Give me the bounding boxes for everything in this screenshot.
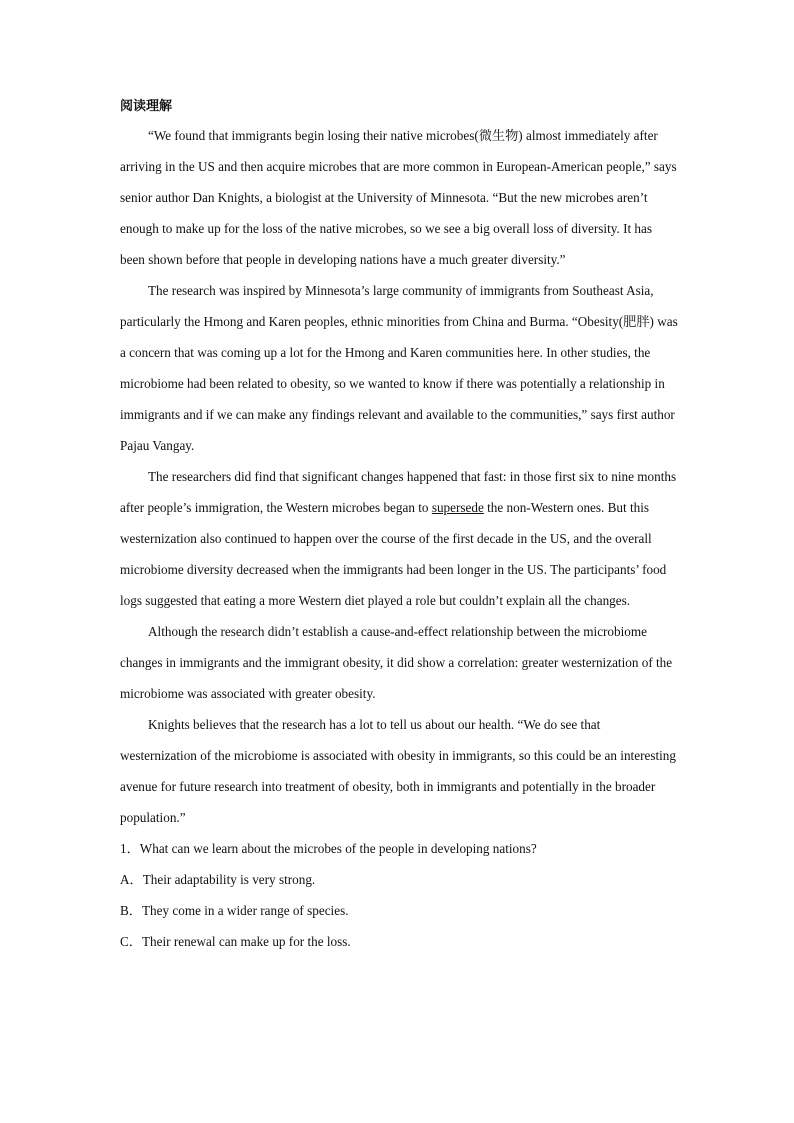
question-text: What can we learn about the microbes of the people in developing nations? (139, 841, 537, 856)
paragraph-3-before: The researchers did find that significant changes happened that fast: in those first six to nine months after people’s immigration, the Western microbes began to (120, 469, 677, 515)
paragraph-4: Although the research didn’t establish a cause-and-effect relationship between the microbiome changes in immigrants and the immigrant obesity, it did show a correlation: greater westernization of the microbiome was associated with greater obesity. (120, 624, 673, 701)
option-a (120, 864, 680, 895)
option-label: A． (120, 872, 143, 887)
option-b (120, 895, 680, 926)
option-text: They come in a wider range of species. (141, 903, 349, 918)
underlined-word: supersede (431, 500, 484, 515)
paragraph-3 (120, 461, 680, 616)
option-text: Their renewal can make up for the loss. (141, 934, 351, 949)
option-label: C． (120, 934, 142, 949)
option-c (120, 926, 680, 957)
section-title: 阅读理解 (120, 99, 173, 114)
paragraph-3-after: the non-Western ones. But this westernization also continued to happen over the course of the first decade in the US, and the overall microbiome diversity decreased when the immigrants had been longer in the US. The participants’ food logs suggested that eating a more Western diet played a role but couldn’t explain all the changes. (120, 500, 667, 608)
question-1 (120, 833, 680, 864)
paragraph-5: Knights believes that the research has a lot to tell us about our health. “We do see that westernization of the microbiome is associated with obesity in immigrants, so this could be an interesting avenue for future research into treatment of obesity, both in immigrants and potentially in the broader population.” (120, 717, 676, 825)
question-number: 1． (120, 841, 140, 856)
option-label: B． (120, 903, 142, 918)
document-page (120, 96, 680, 957)
paragraph-1: “We found that immigrants begin losing their native microbes(微生物) almost immediately after arriving in the US and then acquire microbes that are more common in European-American people,” says senior author Dan Knights, a biologist at the University of Minnesota. “But the new microbes aren’t enough to make up for the loss of the native microbes, so we see a big overall loss of diversity. It has been shown before that people in developing nations have a much greater diversity.” (120, 128, 677, 267)
option-text: Their adaptability is very strong. (142, 872, 316, 887)
paragraph-2: The research was inspired by Minnesota’s large community of immigrants from Southeast Asia, particularly the Hmong and Karen peoples, ethnic minorities from China and Burma. “Obesity(肥胖) was a concern that was coming up a lot for the Hmong and Karen communities here. In other studies, the microbiome had been related to obesity, so we wanted to know if there was potentially a relationship in immigrants and if we can make any findings relevant and available to the communities,” says first author Pajau Vangay. (120, 283, 678, 453)
